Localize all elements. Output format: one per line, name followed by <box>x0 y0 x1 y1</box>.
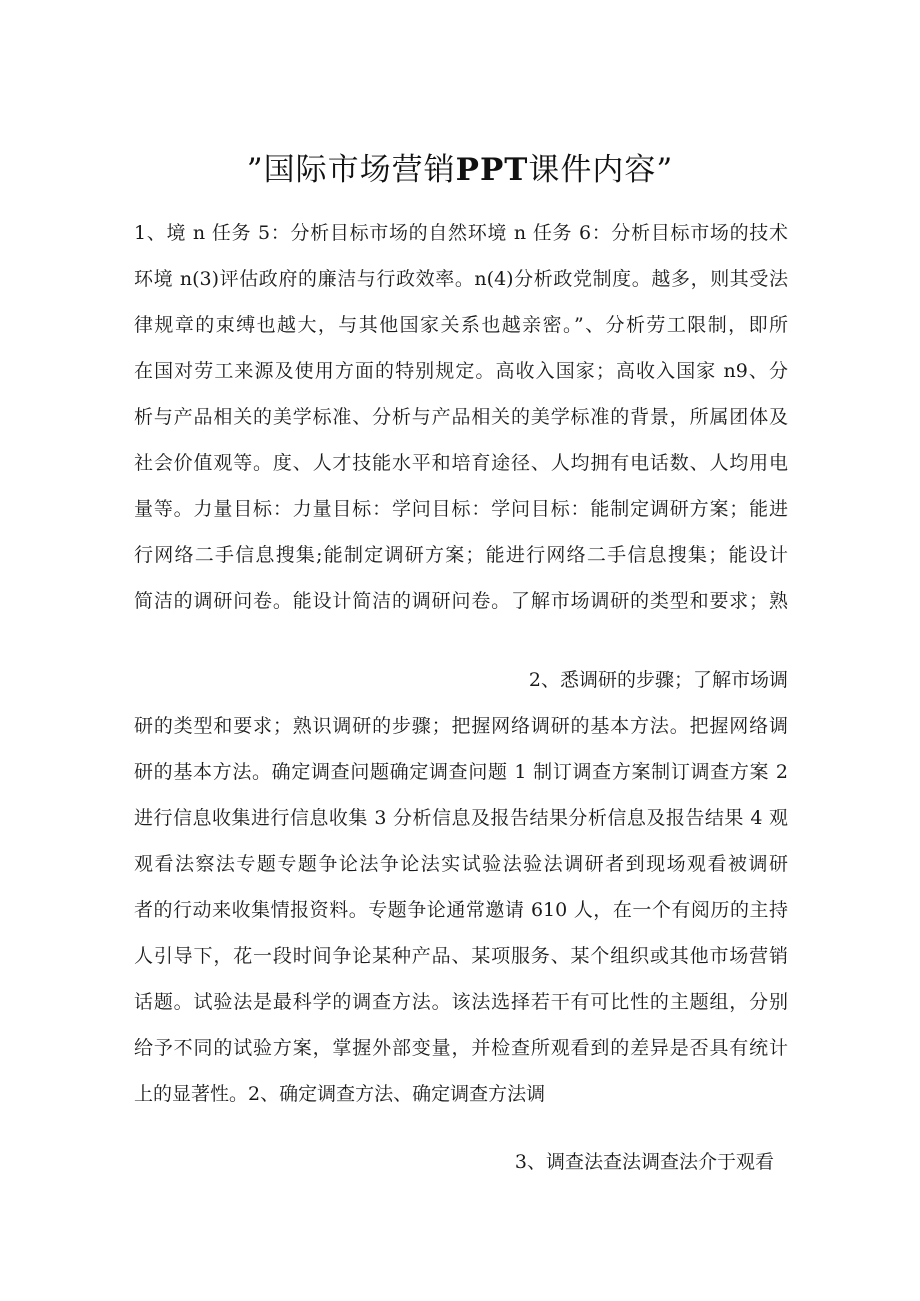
paragraph-line: 析与产品相关的美学标准、分析与产品相关的美学标准的背景，所属团体及 <box>134 406 788 428</box>
paragraph-line: 律规章的束缚也越大，与其他国家关系也越亲密。”、分析劳工限制，即所 <box>134 314 788 336</box>
item-2-heading: 2、悉调研的步骤；了解市场调 <box>528 669 788 691</box>
item-3-heading: 3、调查法查法调查法介于观看 <box>514 1151 774 1173</box>
paragraph-line: 研的基本方法。确定调查问题确定调查问题 1 制订调查方案制订调查方案 2 <box>134 761 788 783</box>
paragraph-line: 研的类型和要求；熟识调研的步骤；把握网络调研的基本方法。把握网络调 <box>134 715 788 737</box>
paragraph-line: 话题。试验法是最科学的调查方法。该法选择若干有可比性的主题组，分别 <box>134 991 788 1013</box>
paragraph-line: 进行信息收集进行信息收集 3 分析信息及报告结果分析信息及报告结果 4 观 <box>134 807 788 829</box>
paragraph-line: 量等。力量目标：力量目标：学问目标：学问目标：能制定调研方案；能进 <box>134 498 788 520</box>
paragraph-line: 者的行动来收集情报资料。专题争论通常邀请 610 人，在一个有阅历的主持 <box>134 899 788 921</box>
title-ppt: PPT <box>455 152 529 188</box>
title-prefix: ”国际市场营销 <box>246 152 456 188</box>
paragraph-line: 在国对劳工来源及使用方面的特别规定。高收入国家；高收入国家 n9、分 <box>134 360 788 382</box>
paragraph-line: 环境 n(3)评估政府的廉洁与行政效率。n(4)分析政党制度。越多，则其受法 <box>134 268 788 290</box>
paragraph-1 <box>134 210 788 624</box>
title-suffix: 课件内容” <box>528 152 674 188</box>
paragraph-line: 人引导下，花一段时间争论某种产品、某项服务、某个组织或其他市场营销 <box>134 945 788 967</box>
paragraph-line: 行网络二手信息搜集;能制定调研方案；能进行网络二手信息搜集；能设计 <box>134 544 788 566</box>
paragraph-line: 给予不同的试验方案，掌握外部变量，并检查所观看到的差异是否具有统计 <box>134 1037 788 1059</box>
paragraph-line: 上的显著性。2、确定调查方法、确定调查方法调 <box>134 1083 546 1105</box>
paragraph-2 <box>134 703 788 1117</box>
paragraph-line: 观看法察法专题专题争论法争论法实试验法验法调研者到现场观看被调研 <box>134 853 788 875</box>
paragraph-line: 社会价值观等。度、人才技能水平和培育途径、人均拥有电话数、人均用电 <box>134 452 788 474</box>
paragraph-line: 简洁的调研问卷。能设计简洁的调研问卷。了解市场调研的类型和要求；熟 <box>134 590 788 612</box>
paragraph-line: 1、境 n 任务 5：分析目标市场的自然环境 n 任务 6：分析目标市场的技术 <box>134 222 788 244</box>
document-title <box>0 146 920 194</box>
